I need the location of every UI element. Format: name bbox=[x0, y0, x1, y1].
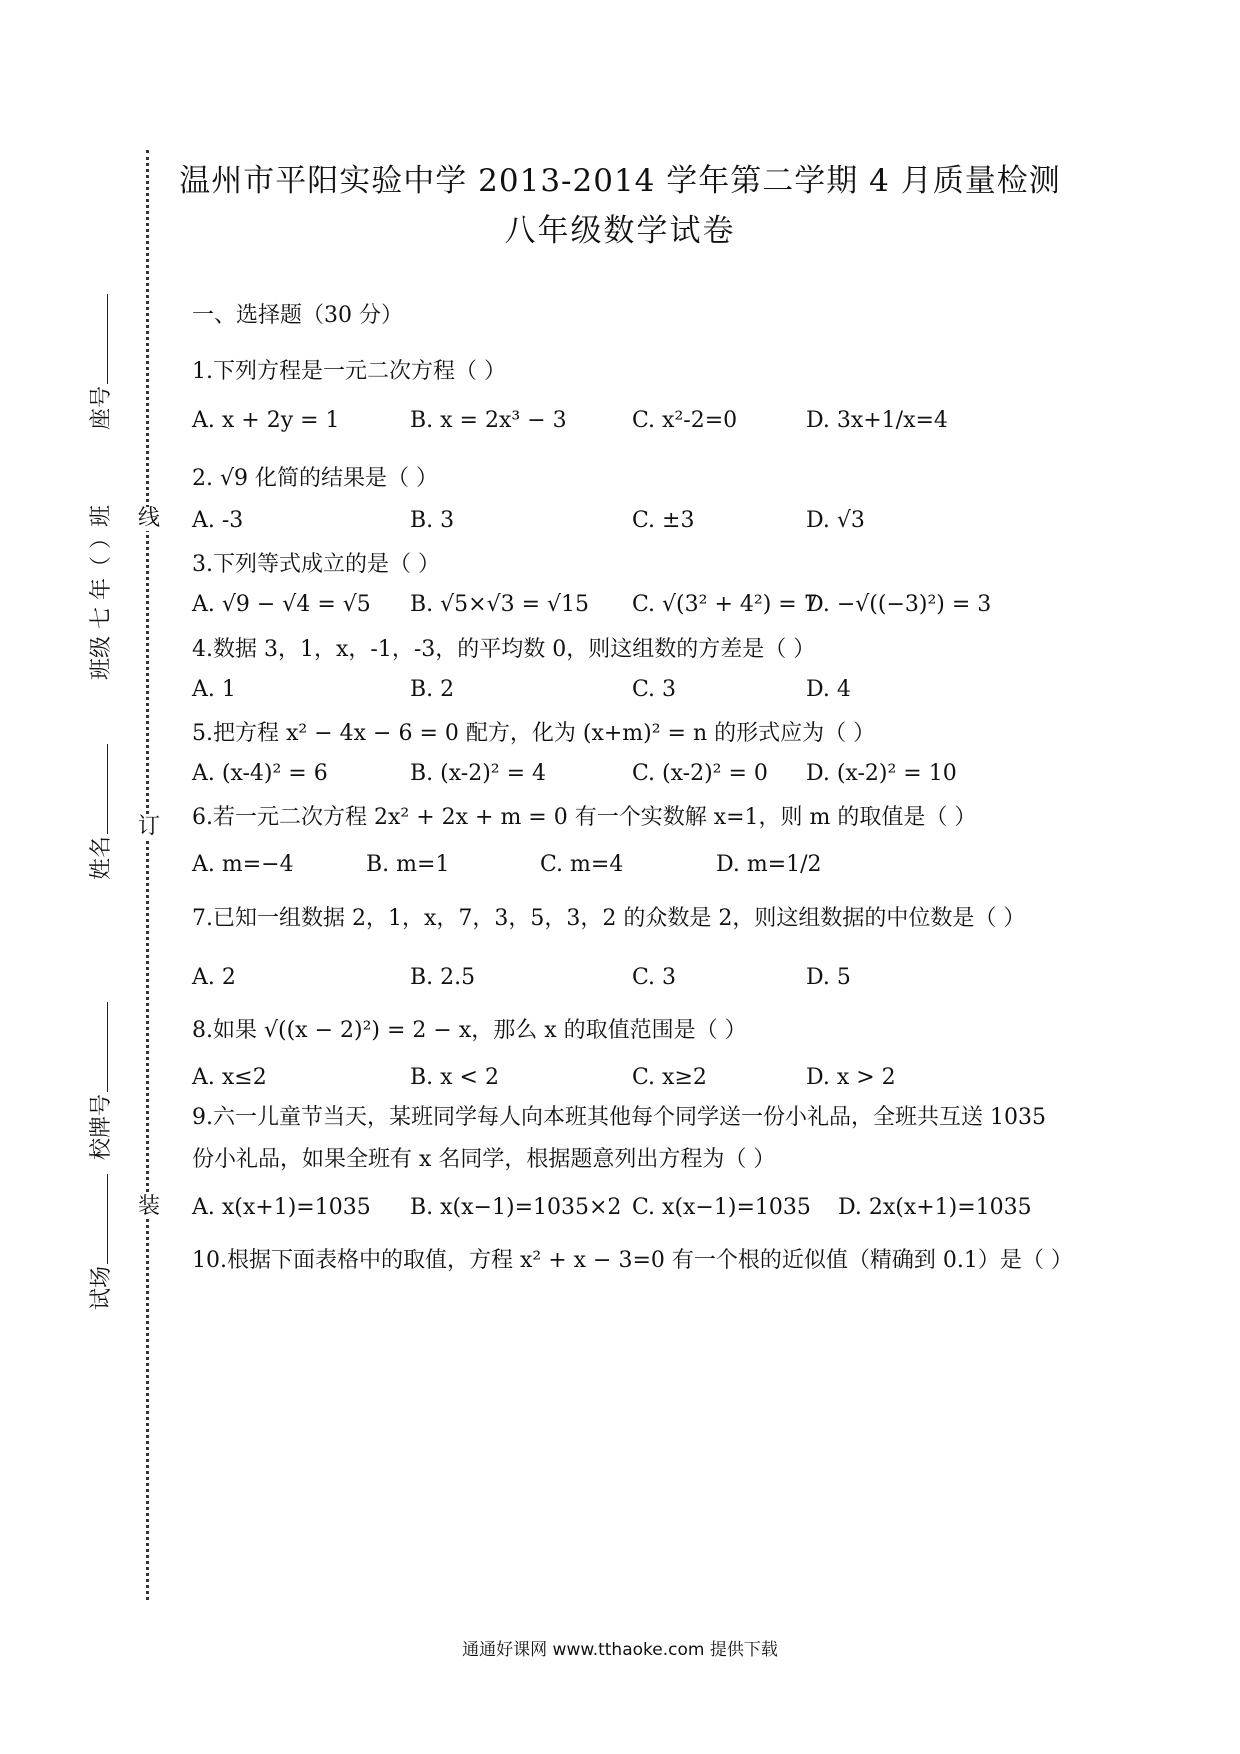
exam-room-label: 试场 bbox=[84, 1174, 115, 1310]
question-4-stem: 4.数据 3，1，x，-1，-3，的平均数 0，则这组数的方差是（ ） bbox=[192, 637, 816, 662]
exam-title: 温州市平阳实验中学 2013-2014 学年第二学期 4 月质量检测 bbox=[179, 163, 1061, 199]
question-5-options bbox=[192, 761, 1072, 793]
option-c: C. x(x−1)=1035 bbox=[632, 1195, 811, 1220]
question-8-options bbox=[192, 1065, 1072, 1097]
option-a: A. m=−4 bbox=[192, 852, 294, 877]
option-b: B. √5×√3 = √15 bbox=[410, 592, 590, 617]
badge-number-label: 校牌号 bbox=[84, 1002, 115, 1160]
name-label: 姓名 bbox=[84, 744, 115, 880]
question-4-options bbox=[192, 677, 1072, 709]
question-2-stem: 2. √9 化简的结果是（ ） bbox=[192, 466, 438, 491]
option-a: A. (x-4)² = 6 bbox=[192, 761, 328, 786]
question-6-stem: 6.若一元二次方程 2x² + 2x + m = 0 有一个实数解 x=1，则 m 的取值是（ ） bbox=[192, 805, 977, 830]
option-c: C. 3 bbox=[632, 965, 677, 990]
option-b: B. x = 2x³ − 3 bbox=[410, 408, 567, 433]
seat-number-label: 座号 bbox=[84, 294, 115, 430]
cut-mark-line: 线 bbox=[138, 506, 161, 531]
option-c: C. (x-2)² = 0 bbox=[632, 761, 768, 786]
question-3-stem: 3.下列等式成立的是（ ） bbox=[192, 552, 440, 577]
question-9-options bbox=[192, 1195, 1072, 1227]
binding-dotted-line bbox=[146, 150, 149, 1600]
option-d: D. x > 2 bbox=[806, 1065, 896, 1090]
cut-mark-pack: 装 bbox=[138, 1194, 161, 1219]
option-c: C. x²-2=0 bbox=[632, 408, 738, 433]
option-d: D. −√((−3)²) = 3 bbox=[806, 592, 992, 617]
option-d: D. √3 bbox=[806, 508, 865, 533]
question-6-options bbox=[192, 852, 1072, 884]
question-2-options bbox=[192, 508, 1072, 540]
footer-source: 通通好课网 www.tthaoke.com 提供下载 bbox=[462, 1640, 778, 1660]
cut-mark-bind: 订 bbox=[138, 814, 161, 839]
option-d: D. m=1/2 bbox=[716, 852, 822, 877]
question-9-stem: 9.六一儿童节当天，某班同学每人向本班其他每个同学送一份小礼品，全班共互送 1035 份小礼品，如果全班有 x 名同学，根据题意列出方程为（ ） bbox=[192, 1105, 1046, 1172]
option-d: D. (x-2)² = 10 bbox=[806, 761, 957, 786]
question-1-options bbox=[192, 408, 1072, 440]
question-5-stem: 5.把方程 x² − 4x − 6 = 0 配方，化为 (x+m)² = n 的形式应为（ ） bbox=[192, 721, 876, 746]
question-8-stem: 8.如果 √((x − 2)²) = 2 − x，那么 x 的取值范围是（ ） bbox=[192, 1018, 747, 1043]
option-c: C. m=4 bbox=[540, 852, 624, 877]
option-a: A. 2 bbox=[192, 965, 236, 990]
exam-subtitle: 八年级数学试卷 bbox=[504, 213, 736, 249]
question-7-options bbox=[192, 965, 1072, 997]
section-heading: 一、选择题（30 分） bbox=[192, 303, 403, 328]
question-1-stem: 1.下列方程是一元二次方程（ ） bbox=[192, 359, 506, 384]
option-a: A. x≤2 bbox=[192, 1065, 267, 1090]
option-b: B. (x-2)² = 4 bbox=[410, 761, 547, 786]
question-3-options bbox=[192, 592, 1072, 624]
option-d: D. 4 bbox=[806, 677, 851, 702]
option-a: A. √9 − √4 = √5 bbox=[192, 592, 371, 617]
option-b: B. m=1 bbox=[366, 852, 450, 877]
option-b: B. x < 2 bbox=[410, 1065, 499, 1090]
option-b: B. 2 bbox=[410, 677, 455, 702]
option-b: B. 2.5 bbox=[410, 965, 476, 990]
option-a: A. 1 bbox=[192, 677, 236, 702]
option-b: B. 3 bbox=[410, 508, 455, 533]
option-a: A. -3 bbox=[192, 508, 244, 533]
option-d: D. 5 bbox=[806, 965, 851, 990]
option-c: C. ±3 bbox=[632, 508, 695, 533]
option-c: C. x≥2 bbox=[632, 1065, 707, 1090]
option-b: B. x(x−1)=1035×2 bbox=[410, 1195, 622, 1220]
question-10-stem: 10.根据下面表格中的取值，方程 x² + x − 3=0 有一个根的近似值（精确到 0.1）是（ ） bbox=[192, 1248, 1073, 1273]
option-d: D. 2x(x+1)=1035 bbox=[838, 1195, 1032, 1220]
question-7-stem: 7.已知一组数据 2，1，x，7，3，5，3，2 的众数是 2，则这组数据的中位数是（ ） bbox=[192, 906, 1026, 931]
option-a: A. x(x+1)=1035 bbox=[192, 1195, 371, 1220]
option-c: C. √(3² + 4²) = 7 bbox=[632, 592, 818, 617]
option-d: D. 3x+1/x=4 bbox=[806, 408, 948, 433]
class-label: 班级 七 年（ ）班 bbox=[89, 505, 114, 680]
option-c: C. 3 bbox=[632, 677, 677, 702]
option-a: A. x + 2y = 1 bbox=[192, 408, 340, 433]
